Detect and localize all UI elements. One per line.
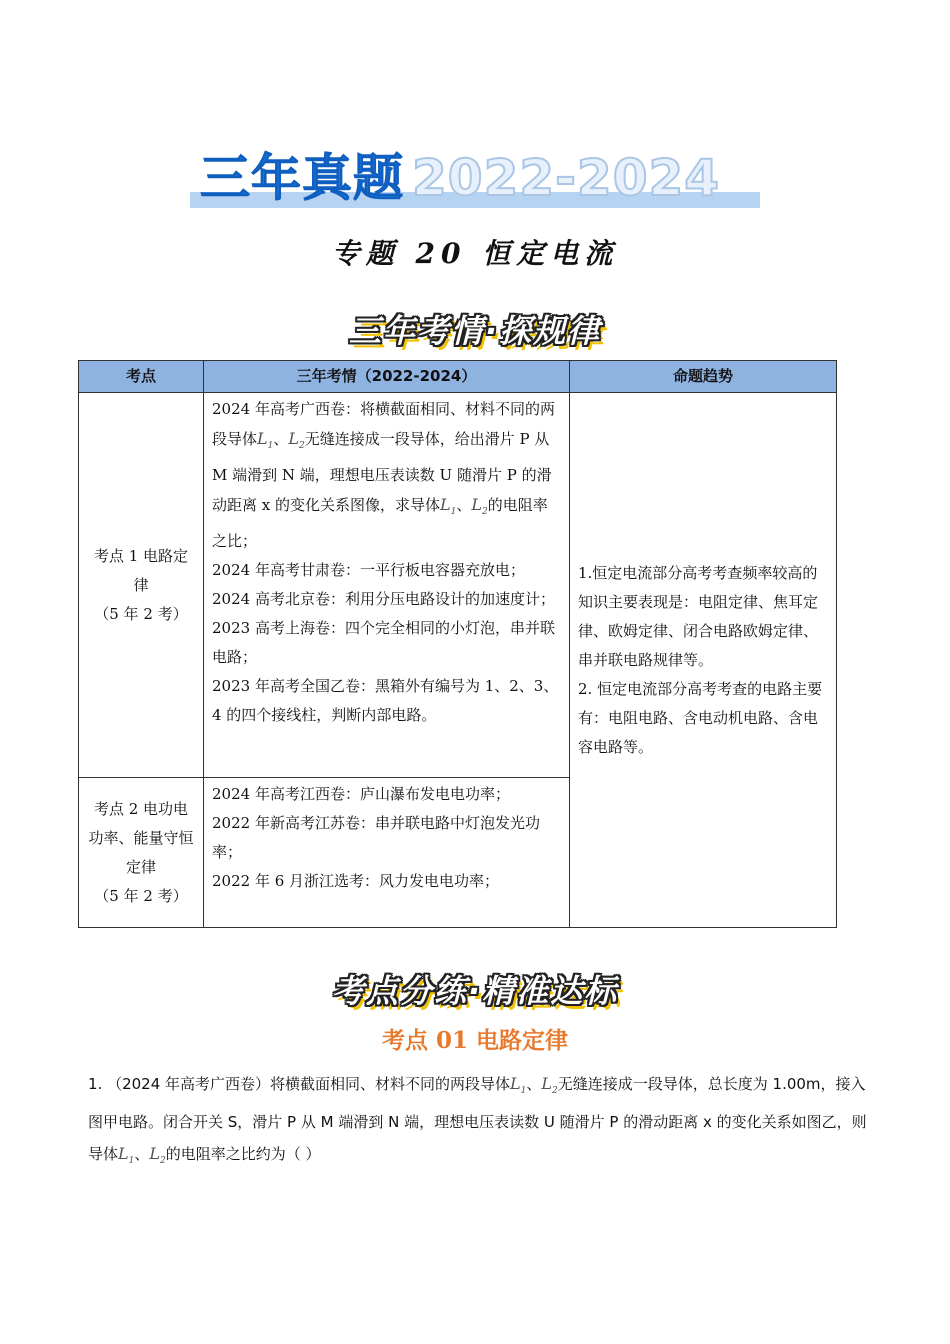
var-l1: $L_1$ bbox=[118, 1144, 135, 1167]
table-header-row bbox=[79, 361, 837, 393]
separator: 、 bbox=[134, 1145, 150, 1164]
var-l2: $L_2$ bbox=[471, 495, 488, 518]
separator: 、 bbox=[273, 430, 289, 448]
history-item: 2024 高考北京卷：利用分压电路设计的加速度计； bbox=[212, 590, 555, 609]
separator: 、 bbox=[526, 1075, 542, 1093]
knowledge-point-heading: 考点 01 电路定律 bbox=[381, 1027, 569, 1054]
banner-main-text: 三年真题 bbox=[200, 149, 404, 207]
question-text-part: 的电阻率之比约为（ ） bbox=[165, 1145, 321, 1164]
header-topic: 考点 bbox=[79, 361, 204, 393]
var-l1: $L_1$ bbox=[440, 495, 457, 518]
topic-1-name: 考点 1 电路定律 bbox=[93, 546, 189, 594]
header-history: 三年考情（2022-2024） bbox=[204, 361, 570, 393]
banner-years: 2022-2024 bbox=[412, 149, 721, 207]
var-l2: $L_2$ bbox=[149, 1144, 166, 1167]
var-l2: $L_2$ bbox=[541, 1074, 558, 1097]
trend-paragraph-1: 1.恒定电流部分高考考查频率较高的知识主要表现是：电阻定律、焦耳定律、欧姆定律、闭合电路欧姆定律、串并联电路规律等。 bbox=[578, 563, 819, 669]
question-text-part: 无缝连接成一段导体，总长度为 1.00m，接入图甲电路。闭合开关 S，滑片 P 从 M 端滑到 N 端，理想电压表读数 U 随滑片 P 的滑动距离 x 的变化关系如图乙，则导体 bbox=[88, 1075, 867, 1164]
banner-title bbox=[200, 148, 720, 208]
history-item: 2023 高考上海卷：四个完全相同的小灯泡，串并联电路； bbox=[212, 619, 555, 667]
trend-paragraph-2: 2. 恒定电流部分高考考查的电路主要有：电阻电路、含电动机电路、含电容电路等。 bbox=[578, 679, 823, 756]
history-cell-1 bbox=[204, 393, 570, 778]
history-cell-2 bbox=[204, 778, 570, 928]
topic-cell-2 bbox=[79, 778, 204, 928]
history-item: 2022 年 6 月浙江选考：风力发电电功率； bbox=[212, 872, 500, 890]
section-heading-art-1: 三年考情·探规律 bbox=[348, 312, 602, 350]
question-text bbox=[88, 1068, 868, 1177]
page-title: 专题 20 恒定电流 bbox=[331, 237, 619, 270]
table-row bbox=[79, 393, 837, 778]
question-text-part: 1. （2024 年高考广西卷）将横截面相同、材料不同的两段导体 bbox=[88, 1075, 511, 1093]
history-item-text: 2024 年高考广西卷：将横截面相同、材料不同的两段导体 bbox=[212, 400, 555, 448]
banner bbox=[190, 148, 760, 208]
topic-2-name: 考点 2 电功电功率、能量守恒定律 bbox=[88, 799, 194, 876]
history-item bbox=[212, 395, 561, 556]
var-l2: $L_2$ bbox=[288, 429, 305, 452]
history-item: 2023 年高考全国乙卷：黑箱外有编号为 1、2、3、4 的四个接线柱，判断内部电路。 bbox=[212, 677, 559, 725]
topic-1-count: （5 年 2 考） bbox=[94, 604, 188, 623]
header-trend: 命题趋势 bbox=[570, 361, 837, 393]
var-l1: $L_1$ bbox=[257, 429, 274, 452]
topic-cell-1 bbox=[79, 393, 204, 778]
separator: 、 bbox=[456, 496, 472, 515]
trend-cell bbox=[570, 393, 837, 928]
var-l1: $L_1$ bbox=[510, 1074, 527, 1097]
history-item-text: 无缝连接成一段导体，给出滑片 P 从 M 端滑到 N 端，理想电压表读数 U 随滑片 P 的滑动距离 x 的变化关系图像，求导体 bbox=[212, 430, 552, 515]
history-item: 2024 年高考江西卷：庐山瀑布发电电功率； bbox=[212, 785, 510, 803]
exam-analysis-table bbox=[78, 360, 837, 928]
section-heading-art-2: 考点分练·精准达标 bbox=[331, 972, 619, 1010]
question-1 bbox=[88, 1068, 868, 1177]
topic-2-count: （5 年 2 考） bbox=[94, 886, 188, 905]
history-item-text: 的电阻率之比； bbox=[212, 496, 548, 551]
history-item: 2022 年新高考江苏卷：串并联电路中灯泡发光功率； bbox=[212, 814, 540, 861]
history-item: 2024 年高考甘肃卷：一平行板电容器充放电； bbox=[212, 561, 525, 580]
